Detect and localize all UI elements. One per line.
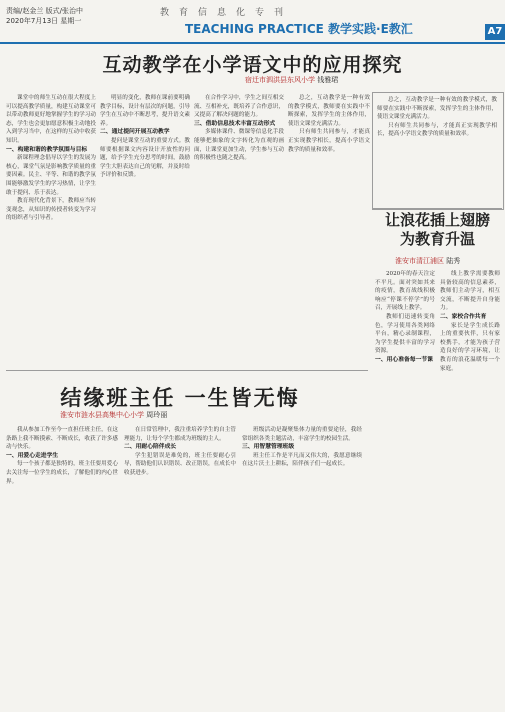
paragraph: 我从参加工作至今一直担任班主任，在这条路上我不断摸索、不断成长，收获了许多感动与快乐。 bbox=[6, 427, 118, 451]
side-title-line-2: 为教育升温 bbox=[399, 230, 475, 248]
bottom-article-byline bbox=[60, 410, 167, 420]
paragraph: 教师们迅速转变角色，学习使用各类网络平台，精心录制课程，为学生提供丰富的学习资源。 bbox=[375, 313, 435, 355]
section-heading: 二、用耐心陪伴成长 bbox=[124, 444, 177, 451]
paragraph: 课堂中的师生互动在很大程度上可以提高教学质量，构建互动课堂可以带动教师更好地掌握学生的学习动态，学生也会更加愿意积极主动地投入到学习当中，在这样的互动中收获知识。 bbox=[6, 95, 96, 144]
bottom-article-col-3 bbox=[242, 426, 362, 708]
section-title-cn: 教育信息化专刊 bbox=[160, 8, 294, 18]
paragraph: 班级活动是凝聚集体力量的重要途径，我经常组织各类主题活动，丰富学生的校园生活。 bbox=[242, 427, 362, 442]
section-heading: 三、借助信息技术丰富互动形式 bbox=[194, 120, 276, 127]
section-title-en bbox=[185, 20, 413, 37]
main-article-tail-text bbox=[377, 96, 497, 204]
main-article-col-3 bbox=[194, 94, 284, 364]
paragraph: 提问是课堂互动的重要方式。教师要根据课文内容设计开放性的问题，给予学生充分思考的时间，鼓励学生大胆表达自己的见解，并及时给予评价和反馈。 bbox=[100, 137, 190, 179]
main-article-byline bbox=[245, 75, 338, 85]
paragraph: 在日常管理中，我注重培养学生的自主管理能力，让每个学生都成为班级的主人。 bbox=[124, 427, 236, 442]
side-article-byline bbox=[395, 256, 460, 266]
paragraph: 只有师生共同参与，才能真正实现教学相长，提高小学语文教学的质量和效率。 bbox=[377, 122, 497, 138]
side-article-col-1 bbox=[375, 270, 435, 708]
bottom-article-title: 结缘班主任 一生皆无悔 bbox=[60, 386, 300, 410]
paragraph: 总之，互动教学是一种有效的教学模式，教师要在实践中不断探索，发挥学生的主体作用，使语文课堂充满活力。 bbox=[288, 95, 370, 127]
paragraph: 2020年的春天注定不平凡。面对突如其来的疫情，教育战线积极响应“停课不停学”的号召，开展线上教学。 bbox=[375, 271, 435, 312]
paragraph: 总之，互动教学是一种有效的教学模式，教师要在实践中不断探索，发挥学生的主体作用，使语文课堂充满活力。 bbox=[377, 97, 497, 121]
paragraph: 新课程理念倡导以学生的发展为核心，课堂气氛是影响教学质量的重要因素。民主、平等、和谐的教学氛围能够激发学生的学习热情，让学生敢于提问、乐于表达。 bbox=[6, 155, 96, 196]
main-article-org: 宿迁市泗洪县东风小学 bbox=[245, 76, 315, 84]
section-heading: 一、用爱心走进学生 bbox=[6, 452, 59, 459]
main-article-author: 钱雅珺 bbox=[317, 76, 339, 84]
main-article-col-2 bbox=[100, 94, 190, 364]
main-article-title: 互动教学在小学语文中的应用探究 bbox=[102, 54, 403, 76]
bottom-article-col-2 bbox=[124, 426, 236, 708]
side-article-title bbox=[375, 211, 500, 249]
masthead bbox=[0, 0, 505, 44]
paragraph: 学生犯错误是难免的，班主任要耐心引导，帮助他们认识错误、改正错误，在成长中收获进步。 bbox=[124, 452, 236, 476]
paragraph: 线上教学需要教师具备较高的信息素养，教师们主动学习，相互交流，不断提升自身能力。 bbox=[440, 271, 500, 312]
section-heading: 一、用心准备每一节课 bbox=[375, 356, 433, 363]
section-heading: 三、用智慧管理班级 bbox=[242, 444, 295, 451]
editor-line: 责编/赵金兰 版式/张治中 bbox=[6, 7, 83, 15]
side-article-author: 陆秀 bbox=[446, 257, 461, 265]
page-number-badge: A7 bbox=[485, 24, 505, 40]
bottom-article-author: 周玲丽 bbox=[146, 411, 168, 419]
main-article-col-1 bbox=[6, 94, 96, 364]
section-heading: 二、通过提问开展互动教学 bbox=[100, 129, 170, 136]
paragraph: 只有师生共同参与，才能真正实现教学相长，提高小学语文教学的质量和效率。 bbox=[288, 129, 370, 153]
page-meta bbox=[6, 6, 83, 26]
paragraph: 教育现代化背景下，教师应当转变观念，从知识的传授者转变为学习的组织者与引导者。 bbox=[6, 198, 96, 222]
bottom-article-org: 淮安市涟水县高集中心小学 bbox=[60, 411, 144, 419]
side-article-col-2 bbox=[440, 270, 500, 708]
paragraph: 在合作学习中，学生之间互相交流、互相补充，既培养了合作意识，又提高了解决问题的能力。 bbox=[194, 95, 284, 119]
paragraph: 班主任工作是平凡而又伟大的，我愿意继续在这片沃土上耕耘，陪伴孩子们一起成长。 bbox=[242, 452, 362, 468]
paragraph: 家长是学生成长路上的重要伙伴，只有家校携手，才能为孩子营造良好的学习环境，让教育的浪花温暖每一个家庭。 bbox=[440, 322, 500, 372]
divider bbox=[372, 208, 502, 209]
section-heading: 一、构建和谐的教学氛围与目标 bbox=[6, 146, 88, 153]
side-article-org: 淮安市清江浦区 bbox=[395, 257, 444, 265]
section-english: TEACHING PRACTICE bbox=[185, 22, 324, 36]
date-line: 2020年7月13日 星期一 bbox=[6, 17, 82, 25]
main-article-col-4 bbox=[288, 94, 370, 364]
paragraph: 多媒体课件、微课等信息化手段能够把抽象的文字转化为直观的画面，让课堂更加生动，学生参与互动的积极性也随之提高。 bbox=[194, 129, 284, 162]
paragraph: 明显的变化，教师在课前要明确教学目标，设计有层次的问题，引导学生在互动中不断思考，提升语文素养。 bbox=[100, 95, 190, 127]
column-name: 教学实践·E教汇 bbox=[328, 22, 413, 36]
side-title-line-1: 让浪花插上翅膀 bbox=[384, 211, 490, 229]
paragraph: 每一个孩子都是独特的，班主任要用爱心去关注每一位学生的成长，了解他们的内心世界。 bbox=[6, 461, 118, 485]
divider bbox=[6, 370, 368, 371]
section-heading: 二、家校合作共育 bbox=[440, 313, 487, 320]
bottom-article-col-1 bbox=[6, 426, 118, 708]
